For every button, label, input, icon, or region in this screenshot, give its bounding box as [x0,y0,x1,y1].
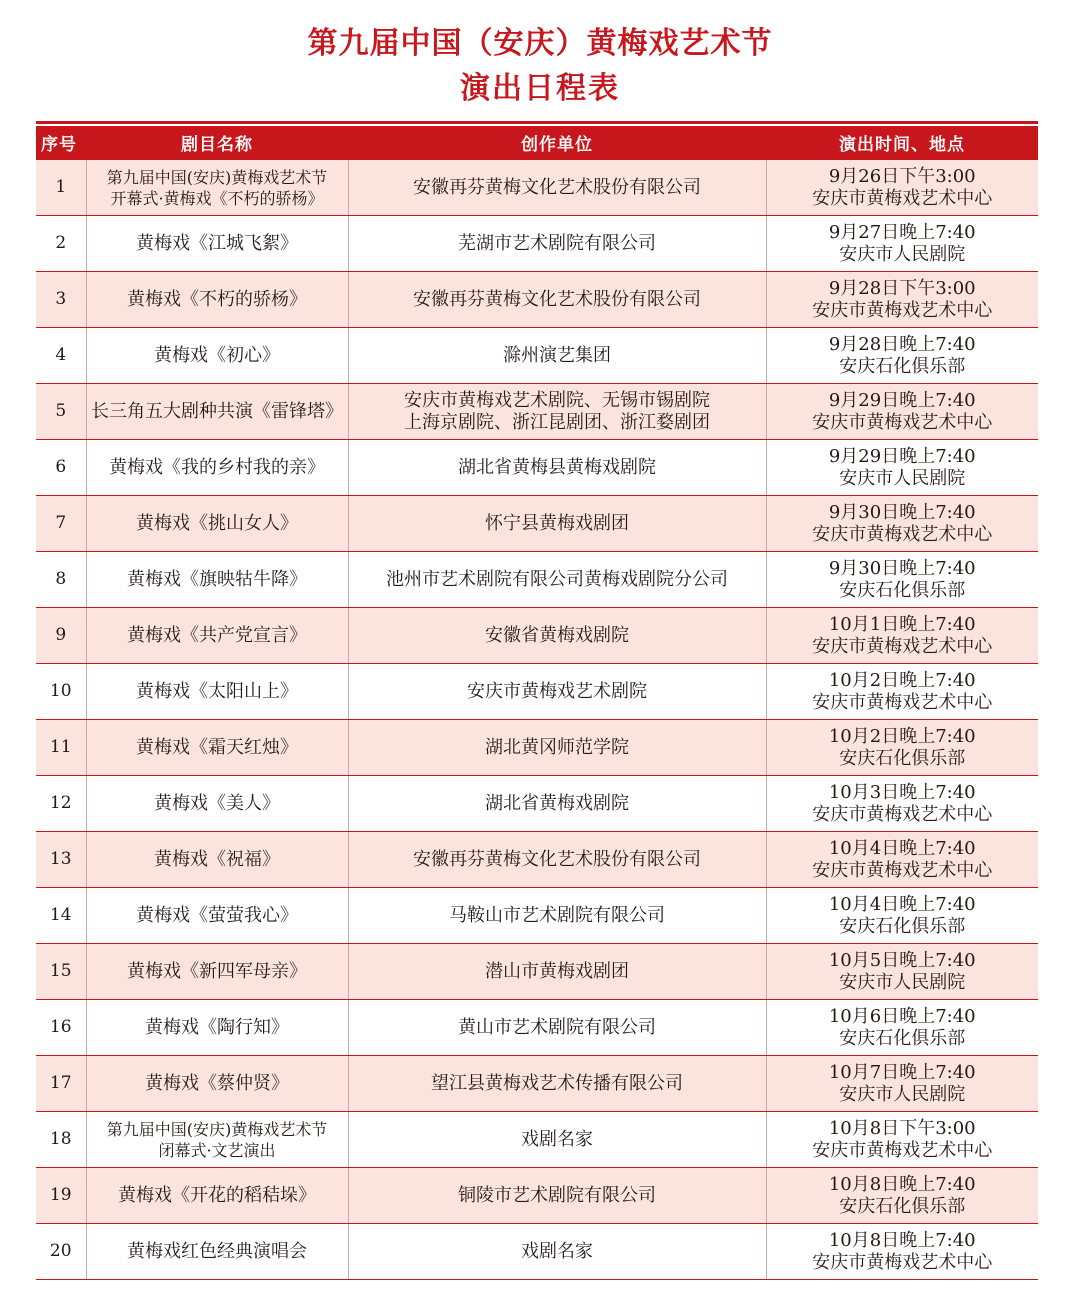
show-time: 9月29日晚上7:40 [828,389,976,411]
venue: 安庆市黄梅戏艺术中心 [812,803,993,825]
venue: 安庆市人民剧院 [839,971,966,993]
table-row [36,1168,1038,1224]
producer-name: 怀宁县黄梅戏剧团 [485,512,629,534]
program-name: 黄梅戏红色经典演唱会 [127,1241,307,1262]
venue: 安庆市黄梅戏艺术中心 [812,411,993,433]
row-number: 13 [36,832,86,888]
producer-name: 湖北省黄梅县黄梅戏剧院 [458,456,656,478]
show-time: 9月28日下午3:00 [828,277,976,299]
producer-cell [348,608,766,664]
program-name-cell [86,888,348,944]
venue: 安庆石化俱乐部 [839,355,966,377]
time-venue-cell [766,216,1038,272]
row-number: 7 [36,496,86,552]
show-time: 9月28日晚上7:40 [828,333,976,355]
header-number: 序号 [36,126,86,160]
show-time: 10月2日晚上7:40 [828,725,976,747]
venue: 安庆石化俱乐部 [839,579,966,601]
program-name-cell [86,720,348,776]
producer-name: 安庆市黄梅戏艺术剧院、无锡市锡剧院 [404,389,710,411]
program-name: 黄梅戏《共产党宣言》 [127,625,307,646]
show-time: 10月8日晚上7:40 [828,1173,976,1195]
show-time: 10月1日晚上7:40 [828,613,976,635]
producer-cell [348,1056,766,1112]
program-name-cell [86,552,348,608]
page-subtitle: 演出日程表 [460,71,620,106]
program-name: 黄梅戏《开花的稻秸垛》 [118,1185,316,1206]
row-number: 17 [36,1056,86,1112]
row-number: 20 [36,1224,86,1280]
producer-name: 黄山市艺术剧院有限公司 [458,1016,656,1038]
venue: 安庆市黄梅戏艺术中心 [812,187,993,209]
producer-cell [348,272,766,328]
row-number: 5 [36,384,86,440]
table-row [36,888,1038,944]
program-name: 第九届中国(安庆)黄梅戏艺术节 [106,1119,328,1139]
venue: 安庆市黄梅戏艺术中心 [812,859,993,881]
row-number: 15 [36,944,86,1000]
time-venue-cell [766,1168,1038,1224]
program-name: 黄梅戏《萤萤我心》 [136,905,298,926]
row-number: 16 [36,1000,86,1056]
time-venue-cell [766,832,1038,888]
producer-cell [348,832,766,888]
header-producer: 创作单位 [348,126,766,160]
table-row [36,496,1038,552]
time-venue-cell [766,664,1038,720]
venue: 安庆市黄梅戏艺术中心 [812,635,993,657]
venue: 安庆市黄梅戏艺术中心 [812,1251,993,1273]
producer-cell [348,1168,766,1224]
table-row [36,160,1038,216]
table-row [36,832,1038,888]
time-venue-cell [766,1112,1038,1168]
show-time: 9月26日下午3:00 [828,165,976,187]
show-time: 10月7日晚上7:40 [828,1061,976,1083]
time-venue-cell [766,944,1038,1000]
time-venue-cell [766,1056,1038,1112]
show-time: 10月5日晚上7:40 [828,949,976,971]
program-name: 开幕式·黄梅戏《不朽的骄杨》 [110,188,324,208]
time-venue-cell [766,272,1038,328]
row-number: 6 [36,440,86,496]
producer-cell [348,384,766,440]
venue: 安庆石化俱乐部 [839,1027,966,1049]
row-number: 10 [36,664,86,720]
program-name: 黄梅戏《初心》 [154,345,280,366]
program-name: 闭幕式·文艺演出 [158,1140,276,1160]
program-name: 黄梅戏《美人》 [154,793,280,814]
program-name: 黄梅戏《旗映牯牛降》 [127,569,307,590]
row-number: 4 [36,328,86,384]
row-number: 1 [36,160,86,216]
show-time: 10月8日下午3:00 [828,1117,976,1139]
program-name-cell [86,272,348,328]
program-name-cell [86,384,348,440]
table-row [36,944,1038,1000]
producer-name: 安庆市黄梅戏艺术剧院 [467,680,647,702]
program-name-cell [86,1056,348,1112]
program-name-cell [86,496,348,552]
header-program-name: 剧目名称 [86,126,348,160]
table-row [36,272,1038,328]
page-title: 第九届中国（安庆）黄梅戏艺术节 [307,26,773,61]
time-venue-cell [766,608,1038,664]
row-number: 9 [36,608,86,664]
row-number: 3 [36,272,86,328]
program-name: 黄梅戏《我的乡村我的亲》 [109,457,325,478]
producer-cell [348,1224,766,1280]
time-venue-cell [766,1000,1038,1056]
show-time: 10月3日晚上7:40 [828,781,976,803]
time-venue-cell [766,496,1038,552]
venue: 安庆石化俱乐部 [839,915,966,937]
table-row [36,328,1038,384]
program-name-cell [86,1000,348,1056]
program-name: 黄梅戏《祝福》 [154,849,280,870]
program-name-cell [86,776,348,832]
producer-cell [348,664,766,720]
table-row [36,608,1038,664]
time-venue-cell [766,160,1038,216]
time-venue-cell [766,888,1038,944]
producer-cell [348,552,766,608]
producer-name: 滁州演艺集团 [503,344,611,366]
venue: 安庆市黄梅戏艺术中心 [812,1139,993,1161]
producer-cell [348,1000,766,1056]
producer-cell [348,1112,766,1168]
program-name-cell [86,1112,348,1168]
venue: 安庆市黄梅戏艺术中心 [812,523,993,545]
program-name: 黄梅戏《霜天红烛》 [136,737,298,758]
program-name: 第九届中国(安庆)黄梅戏艺术节 [106,167,328,187]
time-venue-cell [766,328,1038,384]
program-name: 黄梅戏《新四军母亲》 [127,961,307,982]
producer-name: 安徽再芬黄梅文化艺术股份有限公司 [413,288,701,310]
venue: 安庆石化俱乐部 [839,747,966,769]
time-venue-cell [766,384,1038,440]
program-name-cell [86,440,348,496]
show-time: 9月29日晚上7:40 [828,445,976,467]
producer-name: 安徽再芬黄梅文化艺术股份有限公司 [413,848,701,870]
show-time: 10月8日晚上7:40 [828,1229,976,1251]
table-row [36,664,1038,720]
producer-name: 上海京剧院、浙江昆剧团、浙江婺剧团 [404,411,710,433]
program-name: 黄梅戏《蔡仲贤》 [145,1073,289,1094]
program-name-cell [86,1224,348,1280]
program-name: 黄梅戏《挑山女人》 [136,513,298,534]
time-venue-cell [766,720,1038,776]
producer-name: 戏剧名家 [521,1240,593,1262]
producer-name: 潜山市黄梅戏剧团 [485,960,629,982]
show-time: 10月4日晚上7:40 [828,837,976,859]
program-name: 黄梅戏《太阳山上》 [136,681,298,702]
venue: 安庆石化俱乐部 [839,1195,966,1217]
producer-name: 戏剧名家 [521,1128,593,1150]
show-time: 9月30日晚上7:40 [828,501,976,523]
producer-cell [348,496,766,552]
header-time-venue: 演出时间、地点 [766,126,1038,160]
producer-name: 池州市艺术剧院有限公司黄梅戏剧院分公司 [386,568,728,590]
schedule-table [36,126,1038,1280]
producer-name: 湖北省黄梅戏剧院 [485,792,629,814]
venue: 安庆市黄梅戏艺术中心 [812,299,993,321]
program-name: 黄梅戏《陶行知》 [145,1017,289,1038]
table-row [36,720,1038,776]
producer-cell [348,328,766,384]
producer-name: 安徽省黄梅戏剧院 [485,624,629,646]
program-name: 黄梅戏《江城飞絮》 [136,233,298,254]
table-row [36,440,1038,496]
row-number: 11 [36,720,86,776]
program-name-cell [86,216,348,272]
producer-cell [348,776,766,832]
venue: 安庆市人民剧院 [839,1083,966,1105]
table-row [36,216,1038,272]
table-row [36,552,1038,608]
venue: 安庆市黄梅戏艺术中心 [812,691,993,713]
row-number: 19 [36,1168,86,1224]
program-name-cell [86,160,348,216]
program-name-cell [86,832,348,888]
program-name: 黄梅戏《不朽的骄杨》 [127,289,307,310]
program-name-cell [86,328,348,384]
table-row [36,1056,1038,1112]
producer-name: 铜陵市艺术剧院有限公司 [458,1184,656,1206]
table-row [36,384,1038,440]
producer-name: 芜湖市艺术剧院有限公司 [458,232,656,254]
producer-cell [348,440,766,496]
row-number: 2 [36,216,86,272]
venue: 安庆市人民剧院 [839,467,966,489]
producer-cell [348,720,766,776]
show-time: 10月2日晚上7:40 [828,669,976,691]
time-venue-cell [766,440,1038,496]
show-time: 10月4日晚上7:40 [828,893,976,915]
time-venue-cell [766,552,1038,608]
table-header-row [36,126,1038,160]
show-time: 10月6日晚上7:40 [828,1005,976,1027]
time-venue-cell [766,1224,1038,1280]
table-row [36,776,1038,832]
row-number: 18 [36,1112,86,1168]
program-name: 长三角五大剧种共演《雷锋塔》 [91,401,343,422]
table-row [36,1000,1038,1056]
venue: 安庆市人民剧院 [839,243,966,265]
title-divider [36,121,1038,124]
producer-name: 望江县黄梅戏艺术传播有限公司 [431,1072,683,1094]
program-name-cell [86,664,348,720]
program-name-cell [86,608,348,664]
table-row [36,1224,1038,1280]
row-number: 12 [36,776,86,832]
producer-cell [348,160,766,216]
producer-name: 湖北黄冈师范学院 [485,736,629,758]
producer-cell [348,944,766,1000]
table-row [36,1112,1038,1168]
program-name-cell [86,1168,348,1224]
row-number: 8 [36,552,86,608]
producer-cell [348,888,766,944]
program-name-cell [86,944,348,1000]
producer-name: 马鞍山市艺术剧院有限公司 [449,904,665,926]
producer-cell [348,216,766,272]
show-time: 9月27日晚上7:40 [828,221,976,243]
row-number: 14 [36,888,86,944]
producer-name: 安徽再芬黄梅文化艺术股份有限公司 [413,176,701,198]
time-venue-cell [766,776,1038,832]
show-time: 9月30日晚上7:40 [828,557,976,579]
